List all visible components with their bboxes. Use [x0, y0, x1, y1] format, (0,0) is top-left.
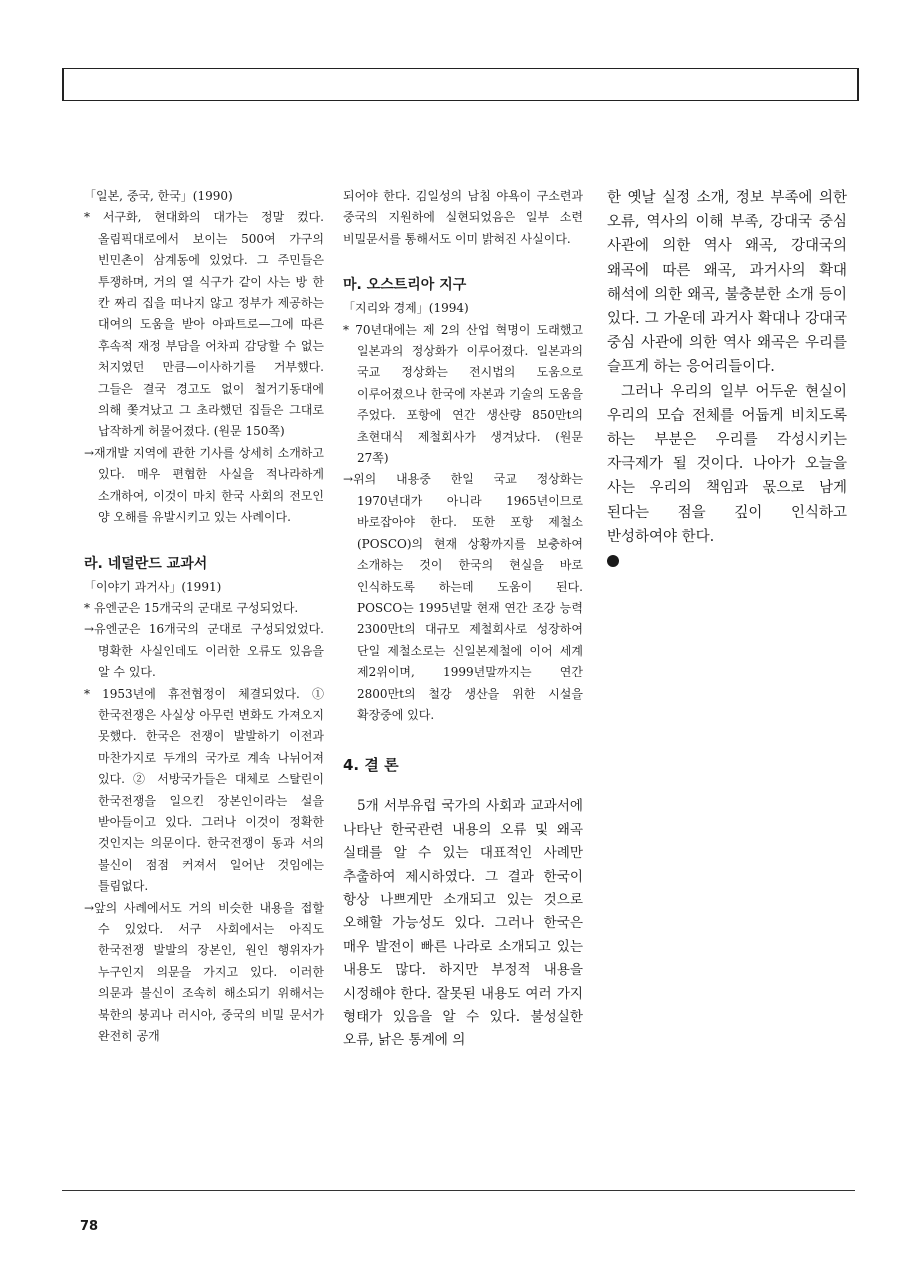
header-box — [62, 68, 859, 101]
conclusion-body — [343, 795, 583, 1052]
citation: 「지리와 경제」(1994) — [343, 301, 469, 316]
footer-rule — [62, 1190, 855, 1191]
commentary-paragraph: →유엔군은 16개국의 군대로 구성되었었다. 명확한 사실인데도 이러한 오류도 있음을 알 수 있다. — [84, 622, 324, 680]
page-number: 78 — [80, 1219, 99, 1234]
quote-paragraph: * 1953년에 휴전협정이 체결되었다. ① 한국전쟁은 사실상 아무런 변화도 가져오지 못했다. 한국은 전쟁이 발발하기 이전과 마찬가지로 두개의 국가로 계속 나뉘어져 있다. ② 서방국가들은 대체로 스탈린이 한국전쟁을 일으킨 장본인이라는 설을 받아들이고 있다. 그러나 이것이 정확한 것인지는 의문이다. 한국전쟁이 동과 서의 불신이 점점 커져서 일어난 것임에는 틀림없다. — [84, 686, 324, 894]
column-3 — [607, 186, 847, 571]
conclusion-paragraph: 5개 서부유럽 국가의 사회과 교과서에 나타난 한국관련 내용의 오류 및 왜곡 실태를 알 수 있는 대표적인 사례만 추출하여 제시하였다. 그 결과 한국이 항상 나쁘게만 소개되고 있는 것으로 오해할 가능성도 있다. 그러나 한국은 매우 발전이 빠른 나라로 소개되고 있는 내용도 많다. 하지만 부정적 내용을 시정해야 한다. 잘못된 내용도 여러 가지 형태가 있음을 알 수 있다. 불성실한 오류, 낡은 통계에 의 — [343, 798, 583, 1049]
conclusion-paragraph: 한 옛날 실정 소개, 정보 부족에 의한 오류, 역사의 이해 부족, 강대국 중심 사관에 의한 역사 왜곡, 강대국의 왜곡에 따른 왜곡, 과거사의 확대 해석에 의한 왜곡, 불충분한 소개 등이 있다. 그 가운데 과거사 확대나 강대국 중심 사관에 의한 역사 왜곡은 우리를 슬프게 하는 응어리들이다. — [607, 190, 847, 376]
end-mark-icon — [607, 555, 619, 567]
continued-paragraph: 되어야 한다. 김일성의 남침 야욕이 구소련과 중국의 지원하에 실현되었음은 일부 소련 비밀문서를 통해서도 이미 밝혀진 사실이다. — [343, 189, 583, 246]
section-heading: 마. 오스트리아 지구 — [343, 277, 467, 294]
column-1 — [84, 186, 324, 1047]
citation: 「일본, 중국, 한국」(1990) — [84, 189, 233, 203]
conclusion-heading: 4. 결 론 — [343, 756, 399, 775]
conclusion-paragraph: 그러나 우리의 일부 어두운 현실이 우리의 모습 전체를 어둡게 비치도록 하는 부분은 우리를 각성시키는 자극제가 될 것이다. 나아가 오늘을 사는 우리의 책임과 몫으로 남게 된다는 점을 깊이 인식하고 반성하여야 한다. — [607, 383, 847, 545]
commentary-paragraph: →재개발 지역에 관한 기사를 상세히 소개하고 있다. 매우 편협한 사실을 적나라하게 소개하여, 이것이 마치 한국 사회의 전모인 양 오해를 유발시키고 있는 사례이다. — [84, 445, 324, 525]
section-heading: 라. 네덜란드 교과서 — [84, 555, 208, 572]
commentary-paragraph: →위의 내용중 한일 국교 정상화는 1970년대가 아니라 1965년이므로 바로잡아야 한다. 또한 포항 제철소(POSCO)의 현재 상황까지를 보충하여 소개하는 것이 한국의 현실을 바로 인식하도록 하는데 도움이 된다. POSCO는 1995년말 현재 연간 조강 능력 2300만t의 대규모 제철회사로 성장하여 단일 제철소로는 신일본제철에 이어 세계 제2위이며, 1999년말까지는 연간 2800만t의 철강 생산을 위한 시설을 확장중에 있다. — [343, 472, 583, 722]
quote-paragraph: * 유엔군은 15개국의 군대로 구성되었다. — [84, 600, 299, 615]
citation: 「이야기 과거사」(1991) — [84, 579, 222, 594]
commentary-paragraph: →앞의 사례에서도 거의 비슷한 내용을 접할 수 있었다. 서구 사회에서는 아직도 한국전쟁 발발의 장본인, 원인 행위자가 누구인지 의문을 가지고 있다. 이러한 의문과 불신이 조속히 해소되기 위해서는 북한의 붕괴나 러시아, 중국의 비밀 문서가 완전히 공개 — [84, 900, 324, 1044]
quote-paragraph: * 서구화, 현대화의 대가는 정말 컸다. 올림픽대로에서 보이는 500여 가구의 빈민촌이 삼계동에 있었다. 그 주민들은 투쟁하며, 거의 열 식구가 같이 사는 방 한 칸 짜리 집을 떠나지 않고 정부가 제공하는 대여의 도움을 받아 아파트로—그에 따른 후속적 재정 부담을 어차피 감당할 수 없는 처지였던 만큼—이사하기를 거부했다. 그들은 결국 경고도 없이 철거기동대에 의해 쫓겨났고 그 초라했던 집들은 그대로 납작하게 허물어졌다. (원문 150쪽) — [84, 210, 324, 439]
quote-paragraph: * 70년대에는 제 2의 산업 혁명이 도래했고 일본과의 정상화가 이루어졌다. 일본과의 국교 정상화는 전시법의 도움으로 이루어졌으나 한국에 자본과 기술의 도움을 주었다. 포항에 연간 생산량 850만t의 초현대식 제철회사가 생겨났다. (원문 27쪽) — [343, 322, 583, 466]
column-2 — [343, 186, 583, 1053]
